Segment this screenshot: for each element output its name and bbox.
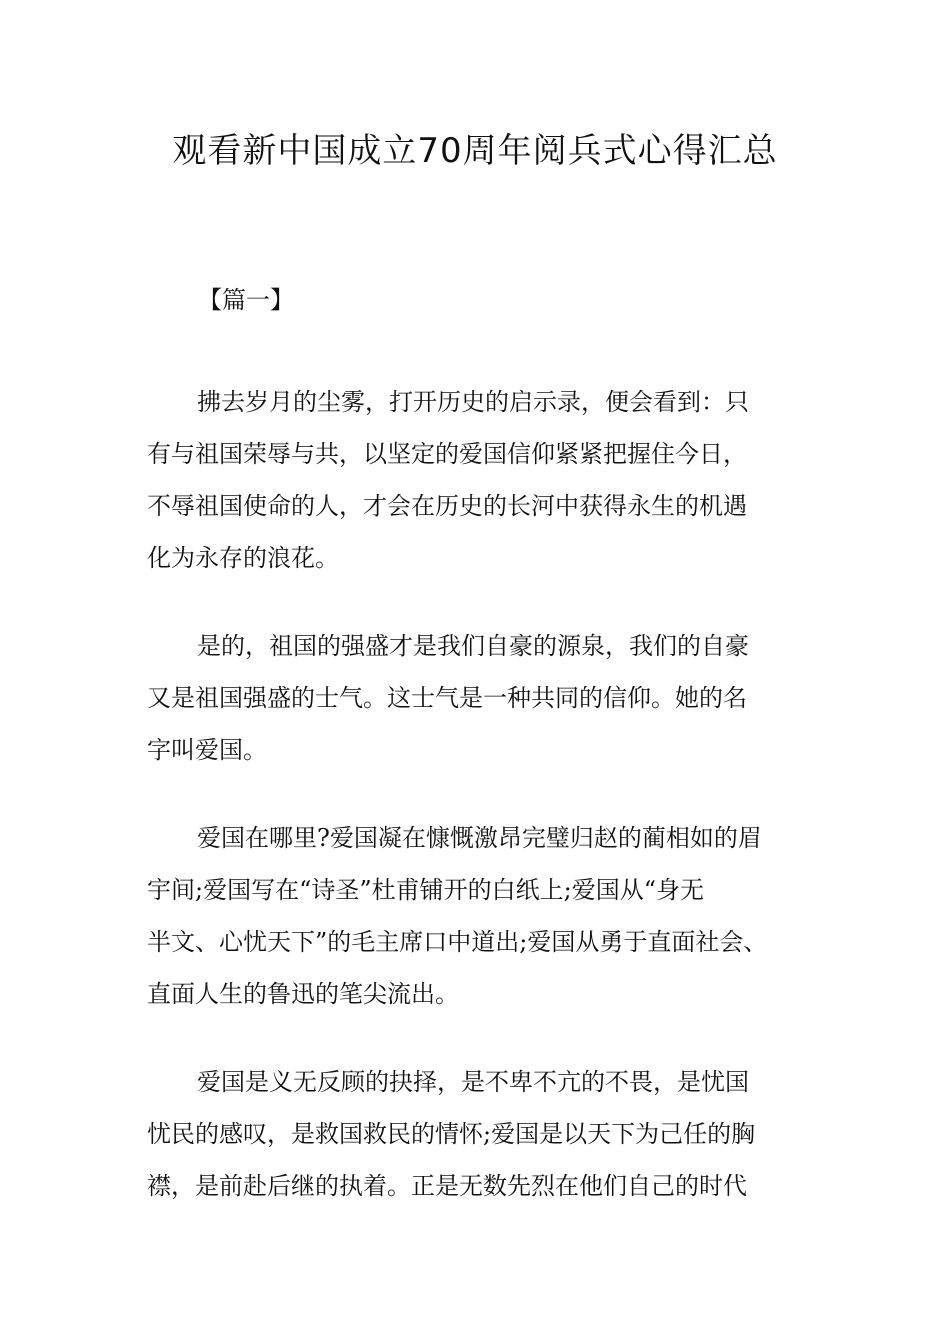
document-title: 观看新中国成立70周年阅兵式心得汇总 <box>172 131 778 171</box>
paragraph-line: 宇间;爱国写在“诗圣”杜甫铺开的白纸上;爱国从“身无 <box>147 876 704 904</box>
paragraph-line: 爱国是义无反顾的抉择，是不卑不亢的不畏，是忧国 <box>197 1068 749 1096</box>
paragraph-1 <box>147 376 837 584</box>
paragraph-line: 半文、心忧天下”的毛主席口中道出;爱国从勇于直面社会、 <box>147 928 768 956</box>
paragraph-4 <box>147 1056 837 1212</box>
paragraph-line: 直面人生的鲁迅的笔尖流出。 <box>147 980 459 1008</box>
paragraph-line: 有与祖国荣辱与共，以坚定的爱国信仰紧紧把握住今日， <box>147 440 747 468</box>
paragraph-line: 忧民的感叹，是救国救民的情怀;爱国是以天下为己任的胸 <box>147 1120 756 1148</box>
paragraph-3 <box>147 812 837 1020</box>
paragraph-line: 化为永存的浪花。 <box>147 544 339 572</box>
paragraph-line: 不辱祖国使命的人，才会在历史的长河中获得永生的机遇 <box>147 492 747 520</box>
paragraph-2 <box>147 620 837 776</box>
paragraph-line: 是的，祖国的强盛才是我们自豪的源泉，我们的自豪 <box>197 632 749 660</box>
paragraph-line: 字叫爱国。 <box>147 736 267 764</box>
paragraph-line: 拂去岁月的尘雾，打开历史的启示录，便会看到：只 <box>197 388 749 416</box>
paragraph-line: 爱国在哪里?爱国凝在慷慨激昂完璧归赵的蔺相如的眉 <box>197 824 762 852</box>
paragraph-line: 襟，是前赴后继的执着。正是无数先烈在他们自己的时代 <box>147 1172 747 1200</box>
section-label: 【篇一】 <box>198 286 294 314</box>
paragraph-line: 又是祖国强盛的士气。这士气是一种共同的信仰。她的名 <box>147 684 747 712</box>
